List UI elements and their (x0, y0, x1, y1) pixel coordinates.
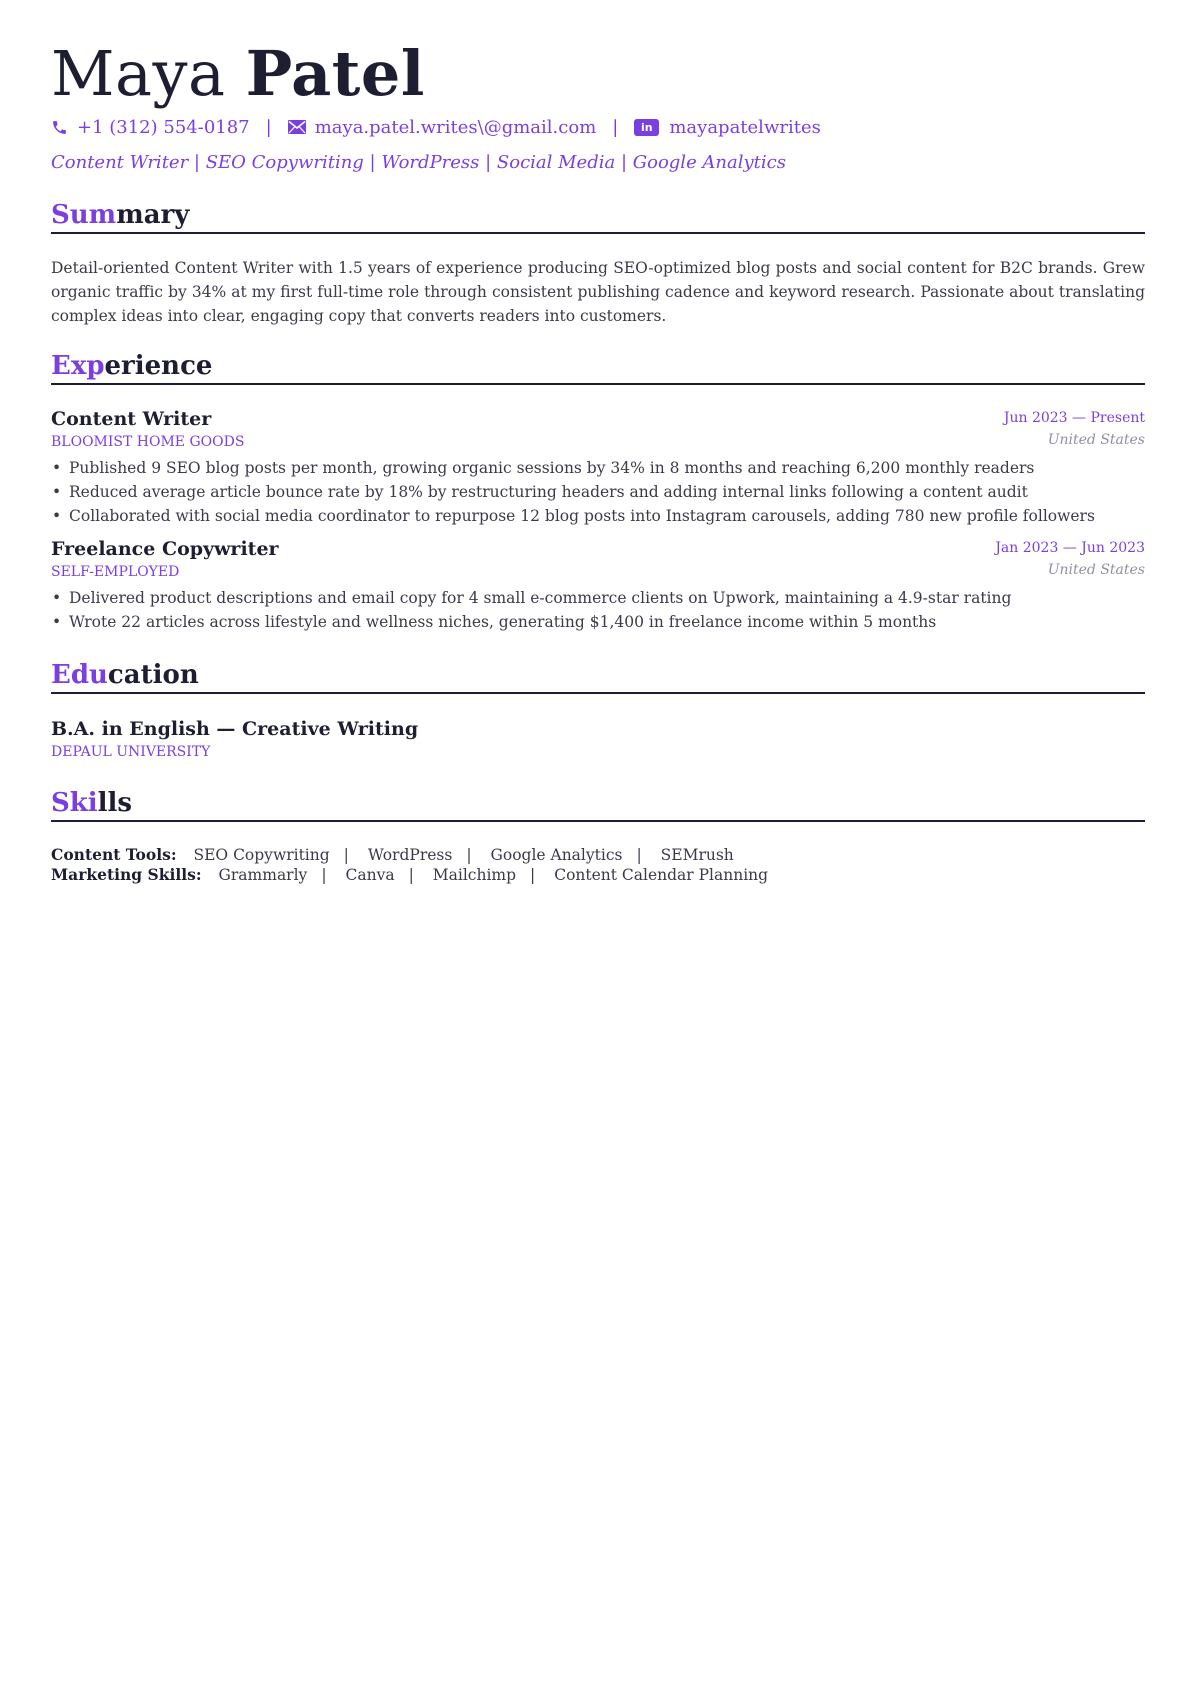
linkedin-icon: in (634, 119, 659, 136)
contact-line (51, 114, 821, 140)
education-entry (51, 718, 419, 760)
phone-icon (51, 119, 68, 136)
heading-rest: erience (104, 351, 213, 381)
education-heading (51, 658, 1145, 694)
heading-rest: lls (97, 788, 133, 818)
job-company: SELF-EMPLOYED (51, 564, 180, 580)
experience-heading (51, 349, 1145, 385)
job-company: BLOOMIST HOME GOODS (51, 434, 245, 450)
skill-item: WordPress (367, 846, 453, 864)
contact-separator: | (265, 116, 272, 138)
first-name: Maya (51, 37, 226, 110)
skills-block (51, 845, 768, 885)
heading-rest: mary (116, 200, 190, 230)
skills-label: Content Tools: (51, 845, 177, 864)
degree: B.A. in English — Creative Writing (51, 718, 419, 740)
skill-item: Google Analytics (490, 846, 623, 864)
skill-item: Mailchimp (432, 866, 517, 884)
envelope-icon (288, 120, 306, 134)
skills-row-marketing: Marketing Skills: Grammarly | Canva | Mailchimp | Content Calendar Planning (51, 865, 769, 884)
skill-item: Grammarly (218, 866, 308, 884)
heading-rest: cation (107, 660, 199, 690)
job-bullet: • Wrote 22 articles across lifestyle and wellness niches, generating $1,400 in freelance income within 5 months (69, 610, 1145, 634)
job-location: United States (1047, 562, 1145, 578)
job-title: Freelance Copywriter (51, 538, 279, 560)
tagline: Content Writer | SEO Copywriting | WordPress | Social Media | Google Analytics (51, 152, 786, 173)
job-dates: Jan 2023 — Jun 2023 (995, 540, 1145, 556)
summary-text: Detail-oriented Content Writer with 1.5 years of experience producing SEO-optimized blog posts and social content for B2C brands. Grew organic traffic by 34% at my first full-time role through consistent publishing cadence and keyword research. Passionate about translating complex ideas into clear, engaging copy that converts readers into customers. (51, 259, 1145, 325)
email-contact[interactable] (288, 117, 597, 138)
skills-row-content: Content Tools: SEO Copywriting | WordPress | Google Analytics | SEMrush (51, 845, 734, 864)
job-bullet: • Delivered product descriptions and email copy for 4 small e-commerce clients on Upwork, maintaining a 4.9-star rating (69, 586, 1145, 610)
school: DEPAUL UNIVERSITY (51, 744, 211, 760)
summary-heading (51, 198, 1145, 234)
heading-accent: Exp (51, 351, 105, 381)
heading-accent: Ski (51, 788, 98, 818)
skill-item: Canva (345, 866, 395, 884)
job-bullets (51, 456, 1145, 528)
job-dates: Jun 2023 — Present (1003, 410, 1145, 426)
last-name: Patel (245, 37, 425, 110)
job-bullets (51, 586, 1145, 634)
job-title: Content Writer (51, 408, 212, 430)
skills-heading (51, 786, 1145, 822)
job-bullet: • Reduced average article bounce rate by 18% by restructuring headers and adding internal links following a content audit (69, 480, 1145, 504)
phone-text: +1 (312) 554-0187 (77, 116, 250, 138)
job-location: United States (1047, 432, 1145, 448)
contact-separator: | (612, 116, 619, 138)
email-text: maya.patel.writes\@gmail.com (314, 116, 597, 138)
candidate-name (51, 38, 425, 110)
skills-label: Marketing Skills: (51, 865, 202, 884)
job-bullet: • Published 9 SEO blog posts per month, growing organic sessions by 34% in 8 months and reaching 6,200 monthly readers (69, 456, 1145, 480)
linkedin-text: mayapatelwrites (669, 116, 821, 138)
heading-accent: Edu (51, 660, 108, 690)
skill-item: SEMrush (660, 846, 734, 864)
linkedin-contact[interactable] (634, 117, 821, 138)
heading-accent: Sum (51, 200, 117, 230)
phone-contact[interactable] (51, 117, 250, 138)
job-bullet: • Collaborated with social media coordinator to repurpose 12 blog posts into Instagram carousels, adding 780 new profile followers (69, 504, 1145, 528)
skill-item: Content Calendar Planning (554, 866, 769, 884)
skill-item: SEO Copywriting (193, 846, 330, 864)
